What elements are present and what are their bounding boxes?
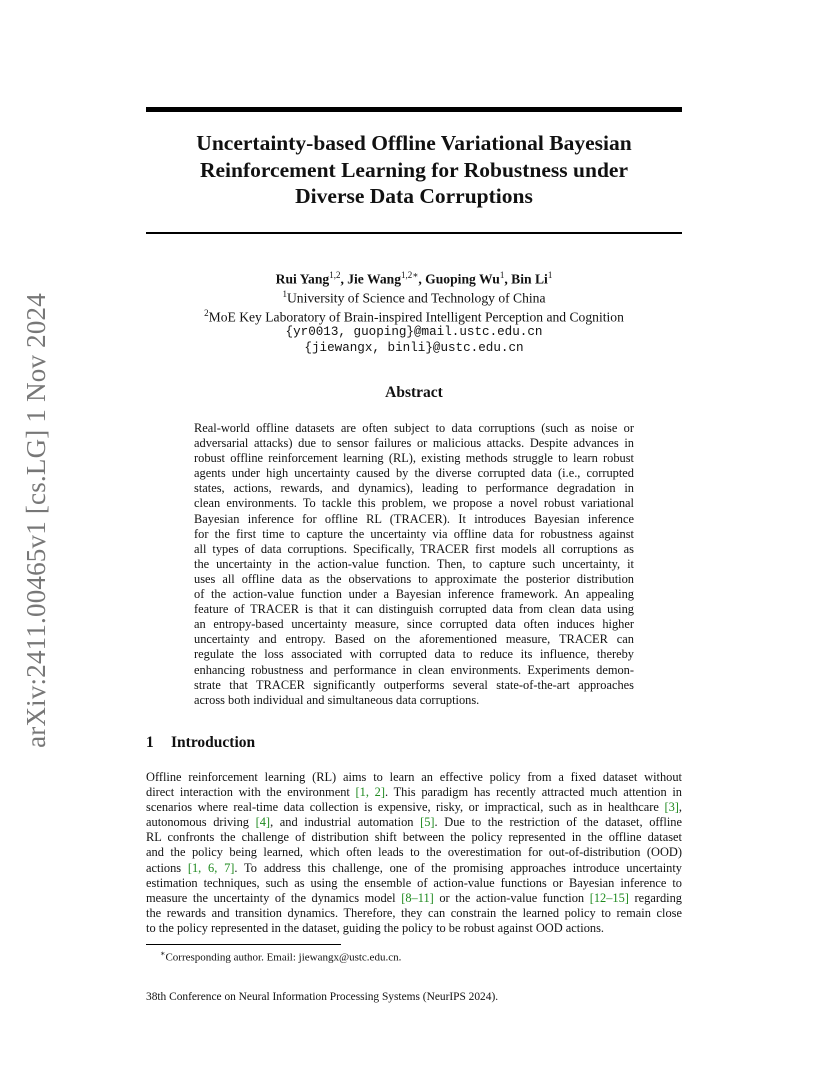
intro-line: actions [1, 6, 7]. To address this challenge, one of the promising approaches introduce uncertainty [146,860,682,875]
affiliation-text: University of Science and Technology of China [286,290,546,306]
abstract-line: Bayesian inference for offline RL (TRACER). It introduces Bayesian inference [194,511,634,526]
abstract-line: robust offline reinforcement learning (RL), existing methods struggle to learn robust [194,451,634,466]
arxiv-stamp-text: arXiv:2411.00465v1 [cs.LG] 1 Nov 2024 [20,292,51,748]
author-name: Jie Wang [347,271,401,287]
affiliation-sup: 2 [204,308,209,319]
affiliation-sup: 1 [282,289,287,300]
section-number: 1 [146,734,154,751]
abstract-line: agents under high uncertainty caused by the diverse corrupted data (i.e., corrupted [194,466,634,481]
author-sup: 1 [499,270,505,280]
author-sup: 1 [547,270,553,280]
abstract-line: across both individual and simultaneous data corruptions. [194,692,480,707]
citation-link[interactable]: [1, 6, 7] [187,860,235,875]
abstract-line: feature of TRACER is that it can distinguish corrupted data from clean data using [194,602,634,617]
author-name: Rui Yang [275,271,330,287]
author-names: Rui Yang$^{1,2}$, Jie Wang$^{1,2∗}$, Guoping Wu$^1$, Bin Li$^1$ [275,270,553,287]
arxiv-stamp [18,285,54,755]
abstract-line: strate that TRACER significantly outperforms several state-of-the-art approaches [194,677,634,692]
email-line: {jiewangx, binli}@ustc.edu.cn [304,340,524,355]
footnote [160,949,401,964]
abstract-line: all types of data corruptions. Specifically, TRACER first models all corruptions as [194,541,634,556]
intro-line: scenarios where real-time data collection is expensive, risky, or impractical, such as in healthcare [3], [146,800,682,815]
abstract-line: states, actions, rewards, and dynamics), leading to performance degradation in [194,481,634,496]
intro-line: direct interaction with the environment [1, 2]. This paradigm has recently attracted much attention in [146,785,683,800]
abstract-line: the uncertainty in the action-value function. Then, to capture such uncertainty, it [194,556,634,571]
affiliation [146,306,682,325]
footnote-text: Corresponding author. Email: jiewangx@ustc.edu.cn. [165,951,402,964]
title-top-rule [146,107,682,112]
footnote-mark: ∗ [160,949,166,958]
footnote-rule [146,944,341,945]
title-line: Uncertainty-based Offline Variational Bayesian [196,131,632,155]
citation-link[interactable]: [4] [255,815,271,830]
intro-line: to the policy represented in the dataset, guiding the policy to be robust against OOD actions. [146,920,604,935]
title-bottom-rule [146,232,682,234]
intro-line: RL confronts the challenge of distribution shift between the policy represented in the offline dataset [146,830,682,845]
intro-line: measure the uncertainty of the dynamics model [8–11] or the action-value function [12–15] regarding [146,890,682,905]
citation-link[interactable]: [8–11] [401,890,434,905]
citation-link[interactable]: [12–15] [589,890,629,905]
author-sup: 1,2 [329,270,341,280]
title-line: Reinforcement Learning for Robustness under [199,157,628,182]
abstract-line: Real-world offline datasets are often subject to data corruptions (such as noise or [194,421,634,435]
abstract-line: uses all offline data as the observations to approximate the posterior distribution [194,571,634,586]
abstract-line: uncertainty and entropy. Based on the aforementioned measure, TRACER can [194,632,634,647]
abstract-heading: Abstract [385,384,443,401]
intro-line: autonomous driving [4], and industrial automation [5]. Due to the restriction of the dataset, offline [146,815,682,830]
affiliation-text: MoE Key Laboratory of Brain-inspired Intelligent Perception and Cognition [208,309,624,325]
author-block [146,268,682,356]
intro-line: Offline reinforcement learning (RL) aims to learn an effective policy from a fixed dataset without [146,770,682,784]
citation-link[interactable]: [3] [664,800,679,815]
author-name: Bin Li [511,271,548,287]
abstract-body [194,421,634,708]
intro-line: the rewards and transition dynamics. Therefore, they can constrain the learned policy to remain close [146,905,682,920]
abstract-line: clean environments. To tackle this problem, we propose a novel robust variational [194,496,634,511]
paper-title [146,130,682,210]
abstract-line: adversarial attacks) due to sensor failures or malicious attacks. Despite advances in [194,436,634,451]
abstract-line: an entropy-based uncertainty measure, since corrupted data often induces higher [194,617,634,632]
section-heading [146,734,255,752]
citation-link[interactable]: [1, 2] [355,785,386,800]
citation-link[interactable]: [5] [420,815,435,830]
abstract-line: of the action-value function under a Bayesian inference framework. An appealing [194,587,634,602]
title-line: Diverse Data Corruptions [295,184,533,208]
intro-line: and the policy being learned, which often leads to the overestimation for out-of-distribution (OOD) [146,845,682,860]
intro-line: estimation techniques, such as using the ensemble of action-value functions or Bayesian inference to [146,875,682,890]
author-sup: 1,2∗ [401,270,419,280]
abstract-line: regulate the loss associated with corrupted data to reduce its influence, thereby [194,647,634,662]
email-line: {yr0013, guoping}@mail.ustc.edu.cn [285,325,543,340]
author-name: Guoping Wu [425,271,500,287]
abstract-line: enhancing robustness and performance in clean environments. Experiments demon- [194,662,634,677]
section-title: Introduction [171,734,256,751]
abstract-line: for the first time to capture the uncertainty via offline data for robustness against [194,526,634,541]
venue-line: 38th Conference on Neural Information Processing Systems (NeurIPS 2024). [146,991,499,1003]
affiliation [146,287,682,306]
introduction-body [146,770,682,936]
